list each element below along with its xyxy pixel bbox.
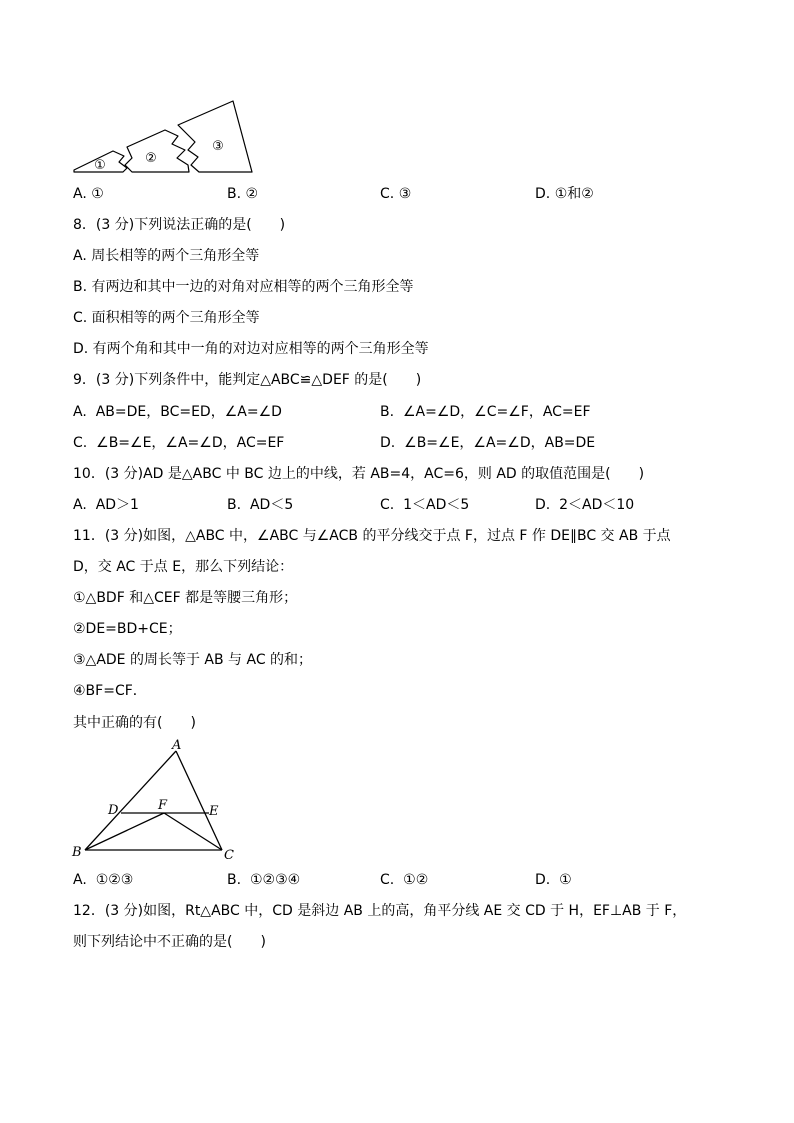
option-letter: D. bbox=[535, 186, 551, 202]
q9-option-c[interactable] bbox=[73, 433, 284, 453]
q11-option-a[interactable] bbox=[73, 870, 133, 890]
option-letter: D. bbox=[380, 435, 396, 451]
option-text: ①②③④ bbox=[249, 872, 301, 888]
q8-option-d[interactable]: D. 有两个角和其中一角的对边对应相等的两个三角形全等 bbox=[73, 341, 429, 357]
fragment-2-shape bbox=[125, 130, 189, 172]
q11-statement-2: ②DE=BD+CE； bbox=[73, 621, 182, 637]
option-text: AB=DE，BC=ED，∠A=∠D bbox=[95, 404, 282, 420]
q12-stem-line1: 12．(3 分)如图，Rt△ABC 中，CD 是斜边 AB 上的高，角平分线 AE 交 CD 于 H，EF⊥AB 于 F， bbox=[73, 903, 687, 919]
option-letter: A. bbox=[73, 186, 87, 202]
option-letter: A. bbox=[73, 404, 87, 420]
q7-option-d[interactable] bbox=[535, 184, 594, 204]
q11-option-c[interactable] bbox=[380, 870, 428, 890]
option-letter: A. bbox=[73, 872, 87, 888]
option-letter: C. bbox=[380, 872, 395, 888]
q11-triangle-figure bbox=[66, 738, 246, 866]
q7-option-a[interactable] bbox=[73, 184, 104, 204]
option-text: ∠A=∠D，∠C=∠F，AC=EF bbox=[402, 404, 591, 420]
q10-option-b[interactable] bbox=[227, 495, 293, 515]
option-text: ①②③ bbox=[95, 872, 134, 888]
segment-bf bbox=[85, 813, 164, 850]
option-letter: C. bbox=[73, 435, 88, 451]
q10-stem: 10．(3 分)AD 是△ABC 中 BC 边上的中线，若 AB=4，AC=6，则 AD 的取值范围是( ) bbox=[73, 466, 645, 482]
q12-stem-line2: 则下列结论中不正确的是( ) bbox=[73, 934, 266, 950]
option-letter: D. bbox=[535, 872, 551, 888]
vertex-a-label: A bbox=[172, 738, 182, 753]
option-letter: B. bbox=[227, 186, 242, 202]
option-text: ② bbox=[245, 186, 259, 202]
vertex-c-label: C bbox=[224, 848, 234, 863]
fragment-2-label: ② bbox=[145, 151, 157, 166]
q8-option-c[interactable]: C. 面积相等的两个三角形全等 bbox=[73, 310, 260, 326]
option-letter: C. bbox=[380, 186, 395, 202]
option-text: ① bbox=[91, 186, 104, 202]
vertex-b-label: B bbox=[72, 845, 82, 860]
q11-question: 其中正确的有( ) bbox=[73, 715, 196, 731]
option-letter: B. bbox=[380, 404, 395, 420]
option-text: ∠B=∠E，∠A=∠D，AB=DE bbox=[404, 435, 596, 451]
option-text: AD＜5 bbox=[249, 497, 294, 513]
option-letter: B. bbox=[227, 497, 242, 513]
q11-statement-3: ③△ADE 的周长等于 AB 与 AC 的和； bbox=[73, 652, 313, 668]
q11-statement-1: ①△BDF 和△CEF 都是等腰三角形； bbox=[73, 590, 298, 606]
q10-option-c[interactable] bbox=[380, 495, 469, 515]
point-f-label: F bbox=[158, 798, 168, 813]
option-text: 1＜AD＜5 bbox=[403, 497, 470, 513]
q11-option-b[interactable] bbox=[227, 870, 300, 890]
option-text: ① bbox=[559, 872, 572, 888]
q9-option-a[interactable] bbox=[73, 402, 282, 422]
point-d-label: D bbox=[108, 803, 119, 818]
option-text: ③ bbox=[398, 186, 412, 202]
option-letter: D. bbox=[535, 497, 551, 513]
option-text: ①和② bbox=[554, 186, 594, 202]
option-text: 2＜AD＜10 bbox=[559, 497, 635, 513]
q7-option-c[interactable] bbox=[380, 184, 411, 204]
option-text: ∠B=∠E，∠A=∠D，AC=EF bbox=[96, 435, 285, 451]
q7-triangle-fragments-figure bbox=[70, 98, 260, 178]
q11-stem-line2: D，交 AC 于点 E，那么下列结论： bbox=[73, 559, 294, 575]
q8-option-b[interactable]: B. 有两边和其中一边的对角对应相等的两个三角形全等 bbox=[73, 279, 414, 295]
q9-option-d[interactable] bbox=[380, 433, 595, 453]
q9-stem: 9．(3 分)下列条件中，能判定△ABC≌△DEF 的是( ) bbox=[73, 372, 422, 388]
q8-option-a[interactable]: A. 周长相等的两个三角形全等 bbox=[73, 248, 260, 264]
fragment-1-label: ① bbox=[94, 158, 106, 173]
q7-option-b[interactable] bbox=[227, 184, 258, 204]
fragment-3-label: ③ bbox=[212, 139, 224, 154]
option-letter: B. bbox=[227, 872, 242, 888]
option-letter: A. bbox=[73, 497, 87, 513]
q11-statement-4: ④BF=CF． bbox=[73, 683, 147, 699]
point-e-label: E bbox=[209, 804, 219, 819]
option-letter: C. bbox=[380, 497, 395, 513]
option-text: AD＞1 bbox=[95, 497, 139, 513]
q11-stem-line1: 11．(3 分)如图，△ABC 中，∠ABC 与∠ACB 的平分线交于点 F，过点 F 作 DE∥BC 交 AB 于点 bbox=[73, 528, 671, 544]
q8-stem: 8．(3 分)下列说法正确的是( ) bbox=[73, 217, 286, 233]
q10-option-d[interactable] bbox=[535, 495, 634, 515]
q11-option-d[interactable] bbox=[535, 870, 572, 890]
q10-option-a[interactable] bbox=[73, 495, 139, 515]
fragment-3-shape bbox=[178, 101, 252, 172]
option-text: ①② bbox=[403, 872, 429, 888]
q9-option-b[interactable] bbox=[380, 402, 591, 422]
